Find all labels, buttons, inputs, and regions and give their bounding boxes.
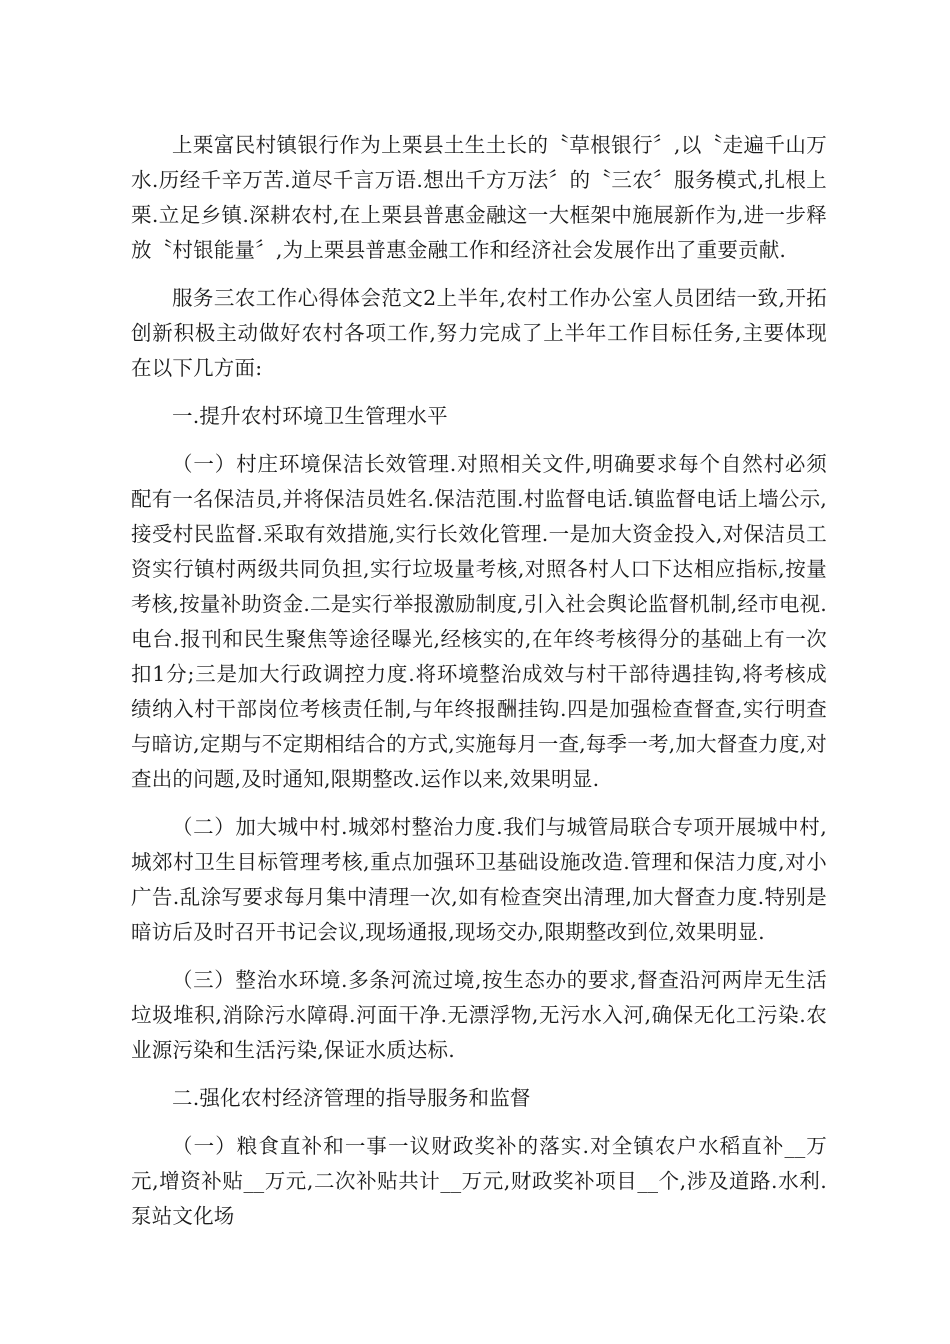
section-heading-2: 二.强化农村经济管理的指导服务和监督	[172, 1086, 531, 1110]
summary-paragraph: 服务三农工作心得体会范文2上半年,农村工作办公室人员团结一致,开拓创新积极主动做好农村各项工作,努力完成了上半年工作目标任务,主要体现在以下几方面:	[131, 286, 827, 380]
document-body	[131, 128, 827, 1247]
intro-paragraph: 上栗富民村镇银行作为上栗县土生土长的〝草根银行〞,以〝走遍千山万水.历经千辛万苦.道尽千言万语.想出千方万法〞的〝三农〞服务模式,扎根上栗.立足乡镇.深耕农村,在上栗县普惠金融这一大框架中施展新作为,进一步释放〝村银能量〞,为上栗县普惠金融工作和经济社会发展作出了重要贡献.	[131, 133, 827, 262]
subsection-1-1: （一）村庄环境保洁长效管理.对照相关文件,明确要求每个自然村必须配有一名保洁员,并将保洁员姓名.保洁范围.村监督电话.镇监督电话上墙公示,接受村民监督.采取有效措施,实行长效化管理.一是加大资金投入,对保洁员工资实行镇村两级共同负担,实行垃圾量考核,对照各村人口下达相应指标,按量考核,按量补助资金.二是实行举报激励制度,引入社会舆论监督机制,经市电视.电台.报刊和民生聚焦等途径曝光,经核实的,在年终考核得分的基础上有一次扣1分;三是加大行政调控力度.将环境整治成效与村干部待遇挂钩,将考核成绩纳入村干部岗位考核责任制,与年终报酬挂钩.四是加强检查督查,实行明查与暗访,定期与不定期相结合的方式,实施每月一查,每季一考,加大督查力度,对查出的问题,及时通知,限期整改.运作以来,效果明显.	[131, 452, 827, 791]
subsection-1-2: （二）加大城中村.城郊村整治力度.我们与城管局联合专项开展城中村,城郊村卫生目标管理考核,重点加强环卫基础设施改造.管理和保洁力度,对小广告.乱涂写要求每月集中清理一次,如有检查突出清理,加大督查力度.特别是暗访后及时召开书记会议,现场通报,现场交办,限期整改到位,效果明显.	[131, 815, 827, 944]
section-heading-1: 一.提升农村环境卫生管理水平	[172, 404, 448, 428]
subsection-2-1: （一）粮食直补和一事一议财政奖补的落实.对全镇农户水稻直补__万元,增资补贴__万元,二次补贴共计__万元,财政奖补项目__个,涉及道路.水利.泵站文化场	[131, 1134, 827, 1228]
subsection-1-3: （三）整治水环境.多条河流过境,按生态办的要求,督查沿河两岸无生活垃圾堆积,消除污水障碍.河面干净.无漂浮物,无污水入河,确保无化工污染.农业源污染和生活污染,保证水质达标.	[131, 968, 827, 1062]
